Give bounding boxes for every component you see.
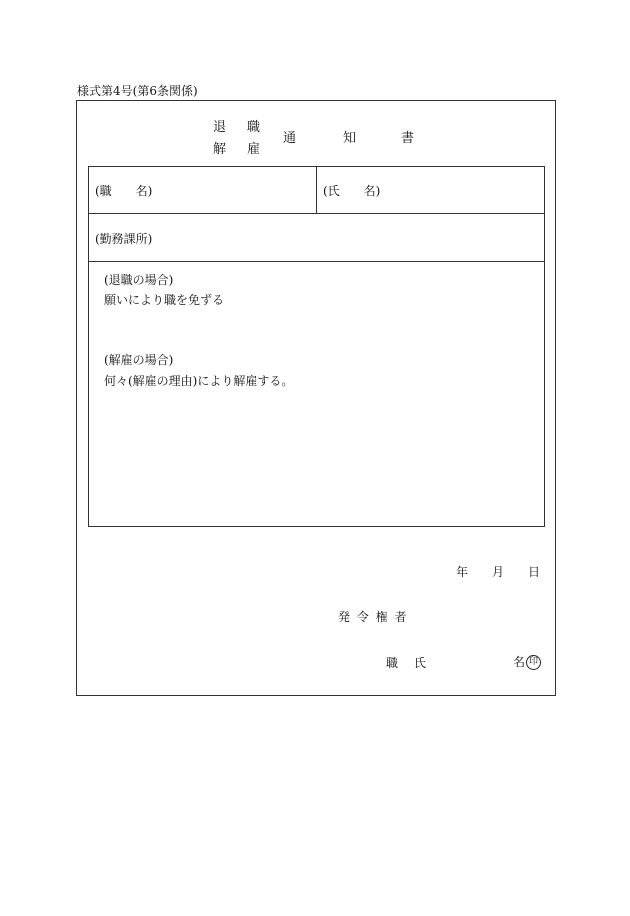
workplace-label: (勤務課所) xyxy=(95,232,153,246)
title-char-chi: 知 xyxy=(343,131,357,146)
form-number-label: 様式第4号(第6条関係) xyxy=(77,84,198,98)
job-title-label: (職 名) xyxy=(95,184,153,198)
table-row-divider xyxy=(89,261,544,262)
table-row-divider xyxy=(89,213,544,214)
dismiss-text: 何々(解雇の理由)により解雇する。 xyxy=(104,374,294,388)
issuer-name-suffix xyxy=(513,653,541,670)
person-name-label: (氏 名) xyxy=(323,184,381,198)
name-suffix-text: 名 xyxy=(513,655,526,669)
title-char-retire-1: 退 xyxy=(213,120,227,135)
title-char-sho: 書 xyxy=(401,131,415,146)
date-year-label: 年 xyxy=(456,565,469,579)
date-month-label: 月 xyxy=(492,565,505,579)
dismiss-heading: (解雇の場合) xyxy=(104,353,174,367)
retire-text: 願いにより職を免ずる xyxy=(104,293,225,307)
seal-stamp-icon: 印 xyxy=(526,655,541,670)
title-char-dismiss-1: 解 xyxy=(213,142,227,157)
table-col-divider xyxy=(316,167,317,213)
title-char-tsu: 通 xyxy=(283,131,297,146)
notice-table xyxy=(88,166,545,527)
retire-heading: (退職の場合) xyxy=(104,273,174,287)
date-day-label: 日 xyxy=(528,565,541,579)
issuer-position-name: 職 氏 xyxy=(386,656,426,670)
title-char-retire-2: 職 xyxy=(247,120,261,135)
issuer-label: 発 令 権 者 xyxy=(338,610,407,624)
title-char-dismiss-2: 雇 xyxy=(247,142,261,157)
